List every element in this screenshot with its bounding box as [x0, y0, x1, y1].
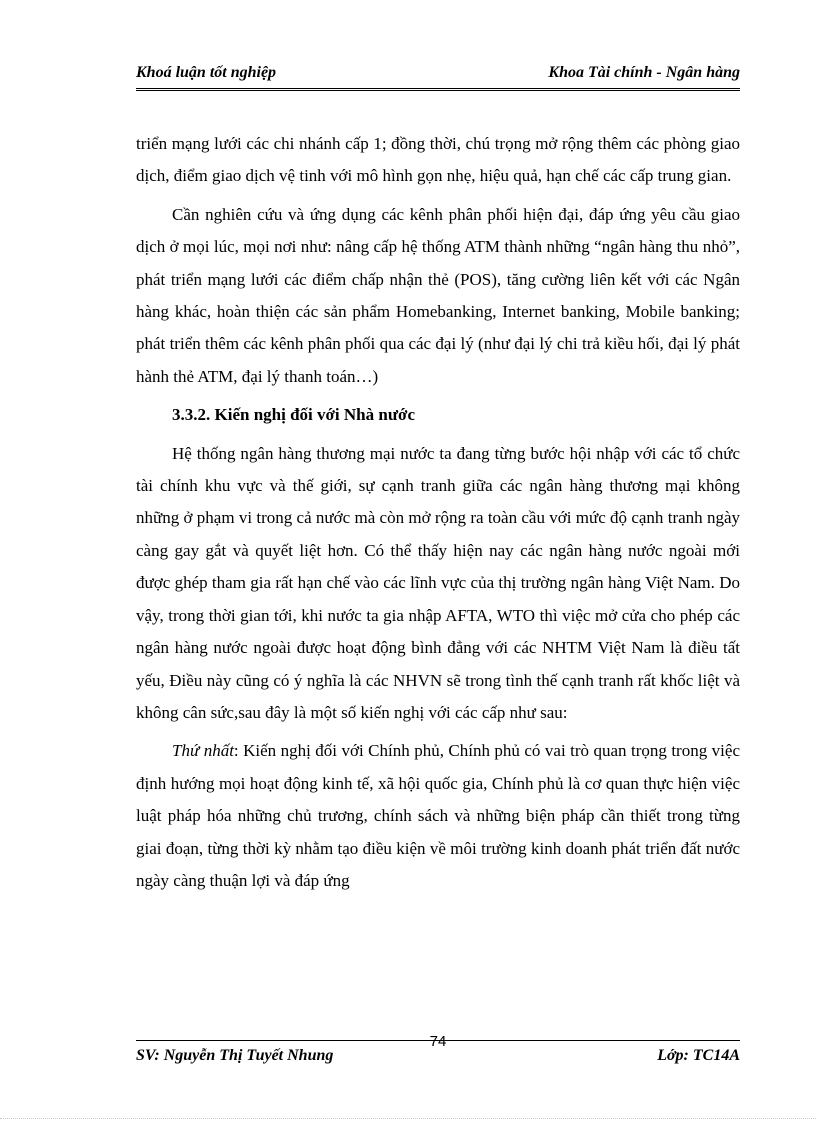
paragraph-2: Cần nghiên cứu và ứng dụng các kênh phân phối hiện đại, đáp ứng yêu cầu giao dịch ở mọi lúc, mọi nơi như: nâng cấp hệ thống ATM thành những “ngân hàng thu nhỏ”, phát triển mạng lưới các điểm chấp nhận thẻ (POS), tăng cường liên kết với các Ngân hàng khác, hoàn thiện các sản phẩm Homebanking, Internet banking, Mobile banking; phát triển thêm các kênh phân phối qua các đại lý (như đại lý chi trả kiều hối, đại lý phát hành thẻ ATM, đại lý thanh toán…)	[136, 204, 740, 386]
footer-student-name: SV: Nguyễn Thị Tuyết Nhung	[136, 1047, 334, 1064]
footer-class-label: Lớp: TC14A	[657, 1047, 740, 1064]
page-bottom-rule	[0, 1118, 816, 1119]
header-thesis-label: Khoá luận tốt nghiệp	[136, 64, 277, 81]
paragraph-4	[136, 735, 740, 897]
document-body	[136, 128, 740, 903]
page-header	[136, 60, 740, 91]
paragraph-4-text: : Kiến nghị đối với Chính phủ, Chính phủ có vai trò quan trọng trong việc định hướng mọi hoạt động kinh tế, xã hội quốc gia, Chính phủ là cơ quan thực hiện việc luật pháp hóa những chủ trương, chính sách và những biện pháp cần thiết trong từng giai đoạn, từng thời kỳ nhằm tạo điều kiện về môi trường kinh doanh phát triển đất nước ngày càng thuận lợi và đáp ứng	[136, 741, 740, 890]
paragraph-3: Hệ thống ngân hàng thương mại nước ta đang từng bước hội nhập với các tổ chức tài chính khu vực và thế giới, sự cạnh tranh giữa các ngân hàng thương mại không những ở phạm vi trong cả nước mà còn mở rộng ra toàn cầu với mức độ cạnh tranh ngày càng gay gắt và quyết liệt hơn. Có thể thấy hiện nay các ngân hàng nước ngoài mới được ghép tham gia rất hạn chế vào các lĩnh vực của thị trường ngân hàng Việt Nam. Do vậy, trong thời gian tới, khi nước ta gia nhập AFTA, WTO thì việc mở cửa cho phép các ngân hàng nước ngoài được hoạt động bình đẳng với các NHTM Việt Nam là điều tất yếu, Điều này cũng có ý nghĩa là các NHVN sẽ trong tình thế cạnh tranh rất khốc liệt và không cân sức,sau đây là một số kiến nghị với các cấp như sau:	[136, 443, 740, 722]
page-number: 74	[429, 1033, 447, 1050]
section-heading: 3.3.2. Kiến nghị đối với Nhà nước	[172, 405, 415, 425]
paragraph-1: triển mạng lưới các chi nhánh cấp 1; đồng thời, chú trọng mở rộng thêm các phòng giao dịch, điểm giao dịch vệ tinh với mô hình gọn nhẹ, hiệu quả, hạn chế các cấp trung gian.	[136, 134, 740, 186]
header-faculty-label: Khoa Tài chính - Ngân hàng	[548, 64, 740, 81]
page-footer	[136, 1033, 740, 1073]
paragraph-4-lead: Thứ nhất	[172, 741, 234, 761]
